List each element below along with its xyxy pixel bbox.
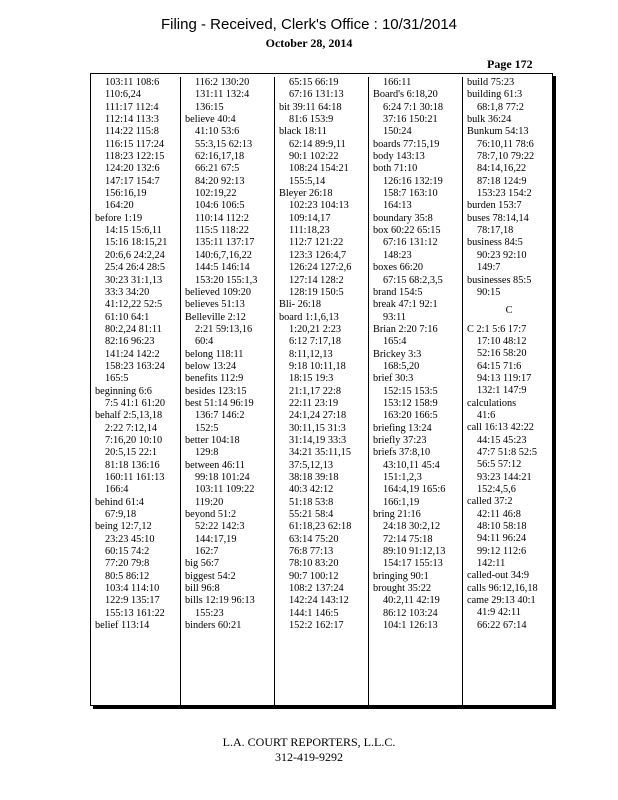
index-entry: C 2:1 5:6 17:7 [467, 323, 527, 335]
index-ref-line: 166:11 [383, 77, 412, 88]
index-ref-line: 108:2 137:24 [289, 583, 344, 595]
index-ref-line: 65:15 66:19 [289, 77, 339, 88]
index-ref-line: 44:15 45:23 [477, 434, 527, 446]
index-ref-line: 14:15 15:6,11 [105, 225, 162, 237]
index-ref-line: 102:23 104:13 [289, 200, 349, 212]
index-ref-line: 24:1,24 27:18 [289, 410, 347, 422]
index-entry: Brian 2:20 7:16 [373, 323, 438, 335]
index-ref-line: 51:18 53:8 [289, 496, 334, 508]
index-entry: beginning 6:6 [95, 385, 152, 397]
index-ref-line: 126:24 127:2,6 [289, 262, 352, 274]
index-ref-line: 136:15 [195, 101, 224, 113]
index-ref-line: 160:11 161:13 [105, 472, 165, 483]
index-ref-line: 151:1,2,3 [383, 472, 422, 483]
index-entry: break 47:1 92:1 [373, 299, 438, 311]
index-entry: better 104:18 [185, 434, 240, 446]
index-ref-line: 61:18,23 62:18 [289, 521, 352, 533]
index-entry: calls 96:12,16,18 [467, 582, 538, 594]
index-ref-line: 1:20,21 2:23 [289, 323, 342, 335]
index-ref-line: 103:11 109:22 [195, 484, 255, 496]
index-ref-line: 153:23 154:2 [477, 188, 532, 200]
index-column-2 [180, 77, 275, 705]
index-ref-line: 67:16 131:12 [383, 237, 438, 249]
index-entry: beyond 51:2 [185, 509, 237, 521]
section-letter: C [505, 305, 513, 317]
index-ref-line: 6:24 7:1 30:18 [383, 101, 444, 113]
index-ref-line: 166:1,19 [383, 496, 420, 508]
index-ref-line: 104:6 106:5 [195, 200, 245, 212]
index-ref-line: 87:18 124:9 [477, 175, 527, 187]
index-entry: bringing 90:1 [373, 570, 429, 582]
index-entry: binders 60:21 [185, 620, 242, 632]
index-ref-line: 155:5,14 [289, 175, 326, 187]
index-ref-line: 158:7 163:10 [383, 188, 438, 200]
index-entry: Bli- 26:18 [279, 299, 322, 311]
index-ref-line: 34:21 35:11,15 [289, 447, 351, 459]
index-ref-line: 82:16 96:23 [105, 336, 155, 348]
index-ref-line: 22:11 23:19 [289, 397, 339, 409]
index-ref-line: 52:22 142:3 [195, 521, 245, 533]
index-ref-line: 72:14 75:18 [383, 533, 433, 545]
index-ref-line: 40:2,11 42:19 [383, 595, 440, 607]
index-ref-line: 103:11 108:6 [105, 77, 160, 88]
index-ref-line: 48:10 58:18 [477, 521, 527, 533]
index-ref-line: 93:11 [383, 311, 407, 323]
index-ref-line: 164:13 [383, 200, 412, 212]
index-ref-line: 37:5,12,13 [289, 459, 334, 471]
index-entry: brief 30:3 [373, 373, 414, 385]
index-ref-line: 99:12 112:6 [477, 545, 527, 557]
index-ref-line: 156:16,19 [105, 188, 147, 200]
index-entry: Bleyer 26:18 [279, 188, 333, 200]
index-ref-line: 41:10 53:6 [195, 126, 240, 138]
index-entry: Board's 6:18,20 [373, 89, 438, 101]
index-entry: bills 12:19 96:13 [185, 595, 255, 607]
index-entry: brought 35:22 [373, 583, 432, 595]
index-ref-line: 6:12 7:17,18 [289, 336, 342, 348]
index-entry: behalf 2:5,13,18 [95, 410, 163, 422]
index-entry: Brickey 3:3 [373, 348, 422, 360]
index-ref-line: 20:5,15 22:1 [105, 447, 158, 459]
index-ref-line: 81:6 153:9 [289, 114, 334, 126]
index-ref-line: 20:6,6 24:2,24 [105, 249, 165, 261]
index-ref-line: 80:2,24 81:11 [105, 323, 162, 335]
index-ref-line: 30:11,15 31:3 [289, 422, 346, 434]
index-ref-line: 153:20 155:1,3 [195, 274, 258, 286]
index-ref-line: 109:14,17 [289, 212, 331, 224]
index-ref-line: 62:14 89:9,11 [289, 138, 346, 150]
index-ref-line: 84:14,16,22 [477, 163, 527, 175]
index-ref-line: 110:6,24 [105, 89, 141, 101]
index-ref-line: 142:11 [477, 558, 506, 570]
index-ref-line: 77:20 79:8 [105, 558, 150, 570]
index-ref-line: 66:22 67:14 [477, 619, 527, 631]
index-entry: business 84:5 [467, 237, 523, 249]
index-ref-line: 115:5 118:22 [195, 225, 249, 237]
index-entry: called-out 34:9 [467, 570, 530, 582]
index-entry: big 56:7 [185, 558, 220, 570]
index-ref-line: 68:1,8 77:2 [477, 101, 524, 113]
index-ref-line: 67:16 131:13 [289, 89, 344, 101]
index-ref-line: 66:21 67:5 [195, 163, 240, 175]
index-ref-line: 152:2 162:17 [289, 620, 344, 632]
index-box [90, 73, 553, 706]
index-ref-line: 154:17 155:13 [383, 558, 443, 570]
index-ref-line: 111:18,23 [289, 225, 330, 237]
index-column-1 [91, 77, 180, 705]
index-ref-line: 165:5 [105, 373, 129, 385]
index-ref-line: 31:14,19 33:3 [289, 434, 347, 446]
index-ref-line: 55:21 58:4 [289, 509, 334, 521]
index-column-4 [368, 77, 463, 705]
index-ref-line: 7:5 41:1 61:20 [105, 397, 166, 409]
index-ref-line: 144:17,19 [195, 533, 237, 545]
index-entry: before 1:19 [95, 212, 143, 224]
index-ref-line: 93:23 144:21 [477, 471, 532, 483]
index-ref-line: 136:7 146:2 [195, 410, 245, 422]
index-ref-line: 168:5,20 [383, 360, 420, 372]
index-ref-line: 38:18 39:18 [289, 472, 339, 483]
index-ref-line: 111:17 112:4 [105, 101, 159, 113]
index-ref-line: 116:2 130:20 [195, 77, 250, 88]
index-ref-line: 84:20 92:13 [195, 175, 245, 187]
index-entry: board 1:1,6,13 [279, 311, 339, 323]
index-entry: build 75:23 [467, 77, 515, 88]
index-entry: behind 61:4 [95, 496, 144, 508]
index-ref-line: 112:14 113:3 [105, 114, 159, 126]
index-ref-line: 67:15 68:2,3,5 [383, 274, 443, 286]
index-ref-line: 144:5 146:14 [195, 262, 250, 274]
index-entry: besides 123:15 [185, 385, 247, 397]
index-entry: black 18:11 [279, 126, 327, 138]
index-ref-line: 78:7,10 79:22 [477, 151, 535, 163]
index-ref-line: 60:4 [195, 336, 214, 348]
index-ref-line: 47:7 51:8 52:5 [477, 446, 538, 458]
index-entry: being 12:7,12 [95, 521, 152, 533]
reporter-company: L.A. COURT REPORTERS, L.L.C. [222, 735, 396, 749]
index-column-5 [462, 77, 555, 705]
index-ref-line: 23:23 45:10 [105, 533, 155, 545]
index-ref-line: 60:15 74:2 [105, 546, 150, 558]
index-ref-line: 80:5 86:12 [105, 570, 150, 582]
index-ref-line: 8:11,12,13 [289, 348, 333, 360]
index-entry: believed 109:20 [185, 286, 252, 298]
index-entry: Bunkum 54:13 [467, 126, 529, 138]
index-ref-line: 33:3 34:20 [105, 286, 150, 298]
index-ref-line: 116:15 117:24 [105, 138, 165, 150]
index-entry: buses 78:14,14 [467, 212, 529, 224]
index-ref-line: 18:15 19:3 [289, 373, 334, 385]
index-ref-line: 164:4,19 165:6 [383, 484, 446, 496]
index-entry: believes 51:13 [185, 299, 245, 311]
index-ref-line: 43:10,11 45:4 [383, 459, 440, 471]
index-entry: came 29:13 40:1 [467, 595, 536, 607]
index-ref-line: 164:20 [105, 200, 134, 212]
index-entry: both 71:10 [373, 163, 418, 175]
index-entry: best 51:14 96:19 [185, 397, 254, 409]
index-ref-line: 99:18 101:24 [195, 472, 250, 483]
index-ref-line: 162:7 [195, 546, 219, 558]
index-ref-line: 7:16,20 10:10 [105, 434, 163, 446]
index-ref-line: 118:23 122:15 [105, 151, 165, 163]
page-number: Page 172 [487, 57, 533, 71]
index-entry: briefing 13:24 [373, 422, 432, 434]
index-entry: businesses 85:5 [467, 274, 532, 286]
index-ref-line: 140:6,7,16,22 [195, 249, 252, 261]
index-entry: bring 21:16 [373, 509, 421, 521]
index-ref-line: 37:16 150:21 [383, 114, 438, 126]
index-ref-line: 112:7 121:22 [289, 237, 344, 249]
index-entry: called 37:2 [467, 496, 513, 508]
index-ref-line: 86:12 103:24 [383, 607, 438, 619]
filing-stamp: Filing - Received, Clerk's Office : 10/31/2014 [160, 16, 458, 33]
index-ref-line: 122:9 135:17 [105, 595, 160, 607]
index-ref-line: 110:14 112:2 [195, 212, 249, 224]
index-ref-line: 2:22 7:12,14 [105, 422, 158, 434]
index-ref-line: 152:4,5,6 [477, 484, 516, 495]
index-ref-line: 2:21 59:13,16 [195, 323, 253, 335]
index-entry: box 60:22 65:15 [373, 225, 441, 237]
index-ref-line: 148:23 [383, 249, 412, 261]
index-ref-line: 128:19 150:5 [289, 286, 344, 298]
index-ref-line: 114:22 115:8 [105, 126, 159, 138]
index-ref-line: 152:15 153:5 [383, 385, 438, 397]
index-ref-line: 126:16 132:19 [383, 175, 443, 187]
index-ref-line: 103:4 114:10 [105, 583, 160, 595]
index-ref-line: 102:19,22 [195, 188, 237, 200]
index-entry: biggest 54:2 [185, 570, 236, 582]
index-ref-line: 108:24 154:21 [289, 163, 349, 175]
index-ref-line: 155:13 161:22 [105, 607, 165, 619]
index-ref-line: 52:16 58:20 [477, 348, 527, 360]
index-ref-line: 132:1 147:9 [477, 385, 527, 397]
index-ref-line: 67:9,18 [105, 509, 137, 521]
index-ref-line: 56:5 57:12 [477, 459, 522, 471]
index-ref-line: 152:5 [195, 422, 219, 434]
index-ref-line: 90:15 [477, 286, 501, 298]
index-ref-line: 149:7 [477, 262, 501, 274]
index-ref-line: 78:10 83:20 [289, 558, 339, 570]
index-ref-line: 76:10,11 78:6 [477, 138, 534, 150]
index-ref-line: 119:20 [195, 496, 224, 508]
index-entry: calculations [467, 397, 517, 409]
index-ref-line: 141:24 142:2 [105, 348, 160, 360]
index-column-3 [274, 77, 369, 705]
index-ref-line: 55:3,15 62:13 [195, 138, 253, 150]
index-entry: believe 40:4 [185, 114, 236, 126]
index-entry: body 143:13 [373, 151, 425, 163]
index-ref-line: 9:18 10:11,18 [289, 360, 346, 372]
index-ref-line: 25:4 26:4 28:5 [105, 262, 166, 274]
index-ref-line: 150:24 [383, 126, 412, 138]
index-entry: bill 96:8 [185, 583, 220, 595]
index-ref-line: 17:10 48:12 [477, 335, 527, 347]
index-ref-line: 61:10 64:1 [105, 311, 150, 323]
index-ref-line: 142:24 143:12 [289, 595, 349, 607]
index-ref-line: 144:1 146:5 [289, 607, 339, 619]
index-ref-line: 94:13 119:17 [477, 372, 532, 384]
index-ref-line: 155:23 [195, 607, 224, 619]
index-entry: benefits 112:9 [185, 373, 244, 385]
index-ref-line: 90:7 100:12 [289, 570, 339, 582]
index-ref-line: 24:18 30:2,12 [383, 521, 441, 533]
index-ref-line: 15:16 18:15,21 [105, 237, 168, 249]
index-ref-line: 62:16,17,18 [195, 151, 245, 163]
index-entry: bit 39:11 64:18 [279, 101, 342, 113]
index-ref-line: 147:17 154:7 [105, 175, 160, 187]
index-ref-line: 104:1 126:13 [383, 620, 438, 632]
index-ref-line: 129:8 [195, 447, 219, 459]
index-ref-line: 163:20 166:5 [383, 410, 438, 422]
index-ref-line: 89:10 91:12,13 [383, 546, 446, 558]
index-ref-line: 64:15 71:6 [477, 360, 522, 372]
index-entry: bulk 36:24 [467, 114, 512, 126]
index-ref-line: 41:6 [477, 409, 496, 421]
index-ref-line: 166:4 [105, 484, 129, 496]
index-entry: call 16:13 42:22 [467, 422, 534, 434]
index-entry: burden 153:7 [467, 200, 522, 212]
index-ref-line: 21:1,17 22:8 [289, 385, 342, 397]
index-entry: briefs 37:8,10 [373, 447, 431, 459]
index-ref-line: 41:12,22 52:5 [105, 299, 163, 311]
index-entry: boundary 35:8 [373, 212, 433, 224]
index-entry: building 61:3 [467, 89, 523, 101]
index-entry: below 13:24 [185, 360, 237, 372]
index-ref-line: 90:23 92:10 [477, 249, 527, 261]
index-entry: Belleville 2:12 [185, 311, 246, 323]
index-ref-line: 90:1 102:22 [289, 151, 339, 163]
index-ref-line: 153:12 158:9 [383, 397, 438, 409]
index-ref-line: 127:14 128:2 [289, 274, 344, 286]
index-ref-line: 76:8 77:13 [289, 546, 334, 558]
index-ref-line: 41:9 42:11 [477, 607, 521, 619]
index-ref-line: 42:11 46:8 [477, 508, 521, 520]
reporter-phone: 312-419-9292 [275, 750, 343, 764]
hearing-date: October 28, 2014 [265, 36, 353, 50]
index-entry: briefly 37:23 [373, 434, 427, 446]
index-ref-line: 94:11 96:24 [477, 533, 527, 545]
index-ref-line: 123:3 126:4,7 [289, 249, 347, 261]
index-ref-line: 165:4 [383, 336, 407, 348]
index-ref-line: 63:14 75:20 [289, 533, 339, 545]
index-ref-line: 78:17,18 [477, 225, 514, 237]
index-entry: between 46:11 [185, 459, 245, 471]
index-ref-line: 40:3 42:12 [289, 484, 334, 496]
index-ref-line: 131:11 132:4 [195, 89, 250, 101]
index-entry: belief 113:14 [95, 620, 150, 632]
index-entry: boxes 66:20 [373, 262, 424, 274]
index-entry: boards 77:15,19 [373, 138, 440, 150]
index-ref-line: 81:18 136:16 [105, 459, 160, 471]
index-entry: belong 118:11 [185, 348, 244, 360]
index-ref-line: 135:11 137:17 [195, 237, 255, 249]
index-ref-line: 124:20 132:6 [105, 163, 160, 175]
index-ref-line: 30:23 31:1,13 [105, 274, 163, 286]
index-entry: brand 154:5 [373, 286, 423, 298]
index-ref-line: 158:23 163:24 [105, 360, 165, 372]
